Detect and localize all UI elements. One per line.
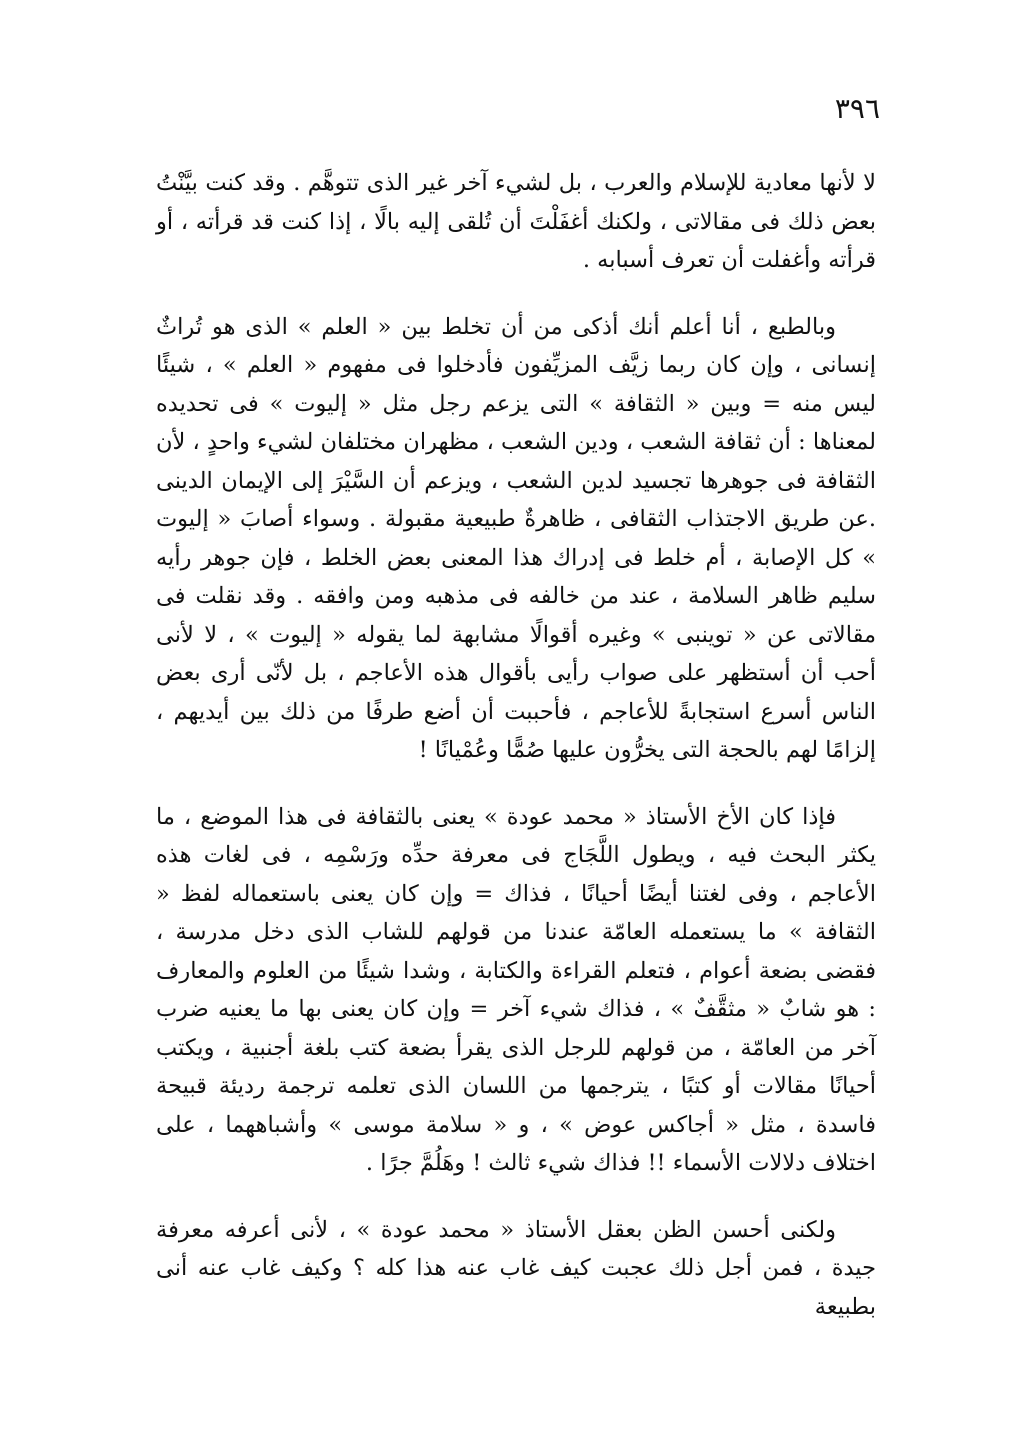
paragraph-3: فإذا كان الأخ الأستاذ « محمد عودة » يعنى بالثقافة فى هذا الموضع ، ما يكثر البحث فيه ، ويطول اللَّجَاج فى معرفة حدِّه ورَسْمِه ، فى لغات هذه الأعاجم ، وفى لغتنا أيضًا أحيانًا ، فذاك = وإن كان يعنى باستعماله لفظ « الثقافة » ما يستعمله العامّة عندنا من قولهم للشاب الذى دخل مدرسة ، فقضى بضعة أعوام ، فتعلم القراءة والكتابة ، وشدا شيئًا من العلوم والمعارف : هو شابٌ « مثقَّفٌ » ، فذاك شيء آخر = وإن كان يعنى بها ما يعنيه ضرب آخر من العامّة ، من قولهم للرجل الذى يقرأ بضعة كتب بلغة أجنبية ، ويكتب أحيانًا مقالات أو كتبًا ، يترجمها من اللسان الذى تعلمه ترجمة رديئة قبيحة فاسدة ، مثل « أجاكس عوض » ، و « سلامة موسى » وأشباههما ، على اختلاف دلالات الأسماء !! فذاك شيء ثالث ! وهَلُمَّ جرًا .: [156, 803, 876, 1176]
body-text: [156, 164, 876, 1326]
paragraph-1: لا لأنها معادية للإسلام والعرب ، بل لشيء آخر غير الذى تتوهَّم . وقد كنت بيَّنْتُ بعض ذلك فى مقالاتى ، ولكنك أغفَلْتَ أن تُلقى إليه بالًا ، إذا كنت قد قرأته ، أو قرأته وأغفلت أن تعرف أسبابه .: [156, 170, 876, 273]
page-number: ٣٩٦: [834, 92, 880, 125]
paragraph-2: وبالطبع ، أنا أعلم أنك أذكى من أن تخلط بين « العلم » الذى هو تُراثٌ إنسانى ، وإن كان ربما زيَّف المزيِّفون فأدخلوا فى مفهوم « العلم » ، شيئًا ليس منه = وبين « الثقافة » التى يزعم رجل مثل « إليوت » فى تحديده لمعناها : أن ثقافة الشعب ، ودين الشعب ، مظهران مختلفان لشيء واحدٍ ، لأن الثقافة فى جوهرها تجسيد لدين الشعب ، ويزعم أن السَّيْرَ إلى الإيمان الدينى .عن طريق الاجتذاب الثقافى ، ظاهرةٌ طبيعية مقبولة . وسواء أصابَ « إليوت » كل الإصابة ، أم خلط فى إدراك هذا المعنى بعض الخلط ، فإن جوهر رأيه سليم ظاهر السلامة ، عند من خالفه فى مذهبه ومن وافقه . وقد نقلت فى مقالاتى عن « توينبى » وغيره أقوالًا مشابهة لما يقوله « إليوت » ، لا لأنى أحب أن أستظهر على صواب رأيى بأقوال هذه الأعاجم ، بل لأنّى أرى بعض الناس أسرع استجابةً للأعاجم ، فأحببت أن أضع طرفًا من ذلك بين أيديهم ، إلزامًا لهم بالحجة التى يخرُّون عليها صُمًّا وعُمْيانًا !: [156, 313, 877, 763]
paragraph-4: ولكنى أحسن الظن بعقل الأستاذ « محمد عودة » ، لأنى أعرفه معرفة جيدة ، فمن أجل ذلك عجبت كيف غاب عنه هذا كله ؟ وكيف غاب عنه أنى بطبيعة: [156, 1216, 876, 1320]
